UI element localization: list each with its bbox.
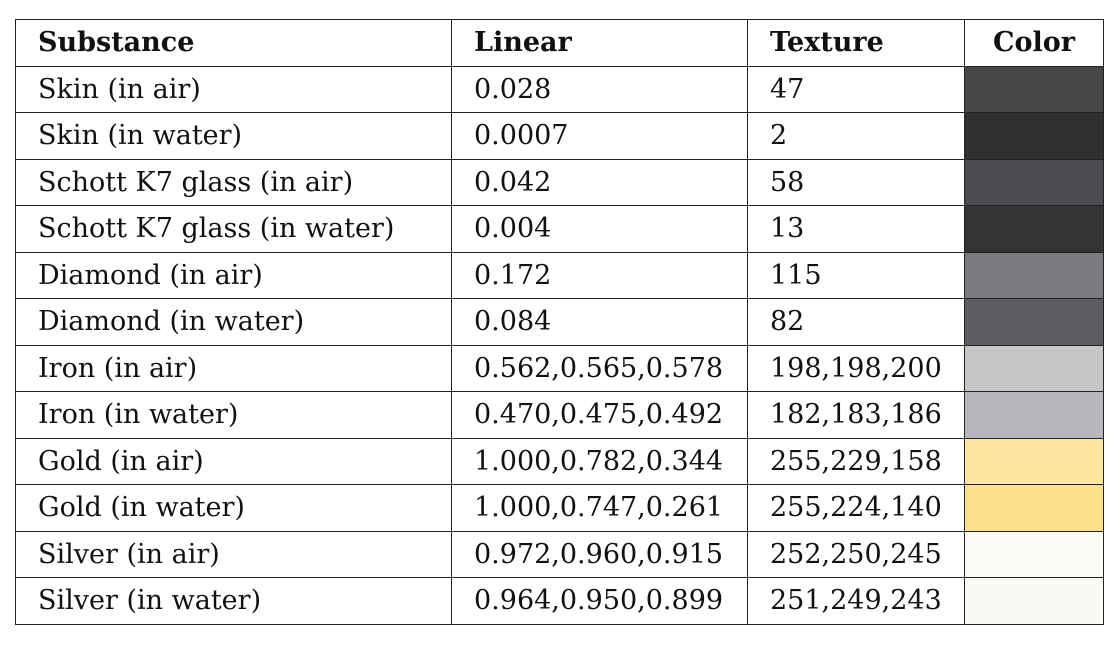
header-linear: Linear xyxy=(452,20,748,67)
linear-cell: 1.000,0.782,0.344 xyxy=(452,438,748,485)
linear-cell: 0.042 xyxy=(452,159,748,206)
linear-cell: 0.470,0.475,0.492 xyxy=(452,392,748,439)
color-swatch xyxy=(965,485,1104,532)
table-row xyxy=(16,113,1104,160)
substance-cell: Iron (in air) xyxy=(16,345,452,392)
color-swatch xyxy=(965,345,1104,392)
color-swatch xyxy=(965,438,1104,485)
texture-cell: 182,183,186 xyxy=(748,392,965,439)
substance-cell: Silver (in air) xyxy=(16,531,452,578)
table-row xyxy=(16,66,1104,113)
color-swatch xyxy=(965,252,1104,299)
header-row xyxy=(16,20,1104,67)
texture-cell: 2 xyxy=(748,113,965,160)
table-row xyxy=(16,252,1104,299)
substance-cell: Skin (in air) xyxy=(16,66,452,113)
table-row xyxy=(16,159,1104,206)
linear-cell: 0.0007 xyxy=(452,113,748,160)
linear-cell: 0.028 xyxy=(452,66,748,113)
linear-cell: 0.964,0.950,0.899 xyxy=(452,578,748,625)
substance-cell: Silver (in water) xyxy=(16,578,452,625)
substance-cell: Gold (in air) xyxy=(16,438,452,485)
table-row xyxy=(16,438,1104,485)
color-swatch xyxy=(965,159,1104,206)
substance-color-table xyxy=(15,19,1104,625)
substance-cell: Schott K7 glass (in air) xyxy=(16,159,452,206)
texture-cell: 13 xyxy=(748,206,965,253)
table-row xyxy=(16,392,1104,439)
linear-cell: 0.972,0.960,0.915 xyxy=(452,531,748,578)
table-row xyxy=(16,345,1104,392)
substance-cell: Gold (in water) xyxy=(16,485,452,532)
linear-cell: 1.000,0.747,0.261 xyxy=(452,485,748,532)
header-texture: Texture xyxy=(748,20,965,67)
texture-cell: 252,250,245 xyxy=(748,531,965,578)
texture-cell: 115 xyxy=(748,252,965,299)
table-row xyxy=(16,485,1104,532)
table-row xyxy=(16,206,1104,253)
color-swatch xyxy=(965,299,1104,346)
table-row xyxy=(16,578,1104,625)
texture-cell: 47 xyxy=(748,66,965,113)
texture-cell: 198,198,200 xyxy=(748,345,965,392)
header-color: Color xyxy=(965,20,1104,67)
color-swatch xyxy=(965,578,1104,625)
texture-cell: 251,249,243 xyxy=(748,578,965,625)
linear-cell: 0.004 xyxy=(452,206,748,253)
table-row xyxy=(16,531,1104,578)
substance-cell: Skin (in water) xyxy=(16,113,452,160)
texture-cell: 82 xyxy=(748,299,965,346)
color-swatch xyxy=(965,531,1104,578)
color-swatch xyxy=(965,206,1104,253)
color-swatch xyxy=(965,392,1104,439)
texture-cell: 255,229,158 xyxy=(748,438,965,485)
linear-cell: 0.172 xyxy=(452,252,748,299)
color-swatch xyxy=(965,66,1104,113)
texture-cell: 58 xyxy=(748,159,965,206)
substance-cell: Diamond (in air) xyxy=(16,252,452,299)
color-swatch xyxy=(965,113,1104,160)
linear-cell: 0.084 xyxy=(452,299,748,346)
table-row xyxy=(16,299,1104,346)
substance-cell: Schott K7 glass (in water) xyxy=(16,206,452,253)
linear-cell: 0.562,0.565,0.578 xyxy=(452,345,748,392)
substance-cell: Iron (in water) xyxy=(16,392,452,439)
texture-cell: 255,224,140 xyxy=(748,485,965,532)
substance-cell: Diamond (in water) xyxy=(16,299,452,346)
header-substance: Substance xyxy=(16,20,452,67)
